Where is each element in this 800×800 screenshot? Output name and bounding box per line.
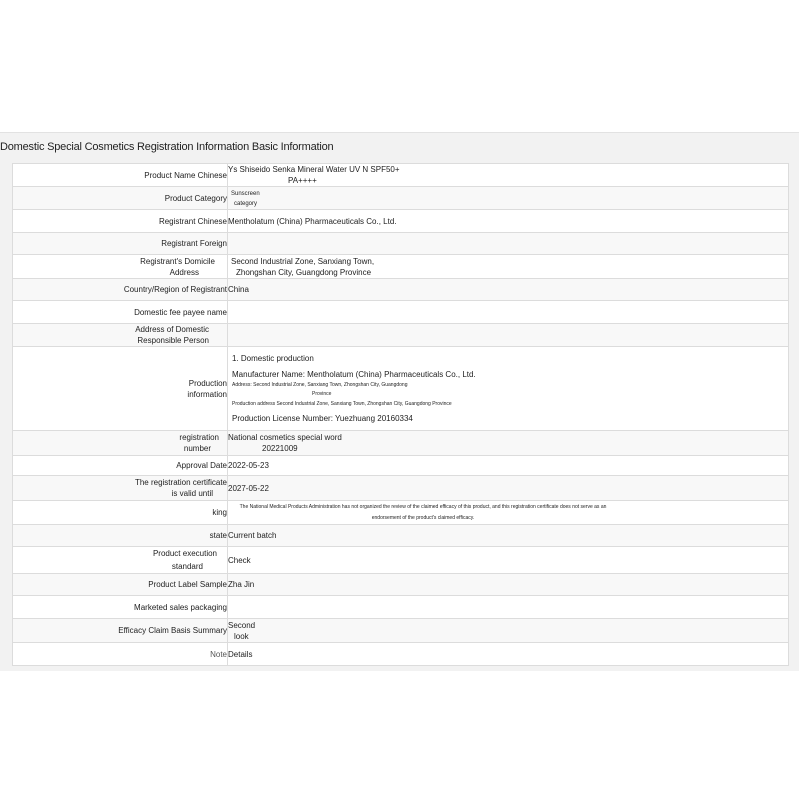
execution-standard-label — [13, 547, 228, 574]
validity-label-line1: The registration certificate — [134, 478, 227, 487]
efficacy-label: Efficacy Claim Basis Summary — [13, 619, 228, 643]
basic-info-panel — [0, 132, 799, 671]
approval-date-value: 2022-05-23 — [228, 456, 789, 476]
label-sample-value: Zha Jin — [228, 574, 789, 596]
product-name-line2: PA++++ — [288, 176, 317, 185]
table-row — [13, 574, 789, 596]
registration-number-line1: National cosmetics special word — [228, 433, 342, 442]
responsible-person-label-line1: Address of Domestic — [135, 325, 209, 334]
table-row — [13, 187, 789, 210]
responsible-person-label — [13, 324, 228, 347]
responsible-person-label-line2: Responsible Person — [137, 336, 209, 345]
efficacy-link-line2[interactable]: look — [234, 631, 249, 641]
product-category-value — [228, 187, 789, 210]
production-address: Production address Second Industrial Zone, Sanxiang Town, Zhongshan City, Guangdong Province — [232, 401, 452, 407]
production-label-line1: Production — [188, 378, 227, 388]
state-value: Current batch — [228, 525, 789, 547]
product-name-line1: Ys Shiseido Senka Mineral Water UV N SPF50+ — [228, 165, 400, 174]
product-category-line2: category — [234, 200, 258, 207]
note-label: Note — [13, 643, 228, 666]
packaging-label: Marketed sales packaging — [13, 596, 228, 619]
table-row — [13, 210, 789, 233]
fee-payee-label: Domestic fee payee name — [13, 301, 228, 324]
king-disclaimer-line1: The National Medical Products Administration has not organized the review of the claimed efficacy of this product, and this registration certificate does not serve as an — [239, 503, 607, 510]
product-category-line1: Sunscreen — [231, 190, 260, 197]
production-label — [13, 347, 228, 431]
table-row — [13, 456, 789, 476]
table-row — [13, 324, 789, 347]
validity-label-line2: is valid until — [171, 489, 213, 498]
registrant-domicile-value — [228, 255, 789, 279]
info-table — [12, 163, 789, 666]
table-row — [13, 501, 789, 525]
registrant-domicile-line1: Second Industrial Zone, Sanxiang Town, — [231, 256, 375, 266]
registrant-domicile-line2: Zhongshan City, Guangdong Province — [236, 267, 372, 277]
registrant-foreign-label: Registrant Foreign — [13, 233, 228, 255]
packaging-value — [228, 596, 789, 619]
product-category-label: Product Category — [13, 187, 228, 210]
table-row — [13, 164, 789, 187]
table-row — [13, 596, 789, 619]
product-name-label: Product Name Chinese — [13, 164, 228, 187]
table-row — [13, 233, 789, 255]
registrant-domicile-label — [13, 255, 228, 279]
registration-number-label — [13, 431, 228, 456]
table-row — [13, 301, 789, 324]
registrant-chinese-value: Mentholatum (China) Pharmaceuticals Co., Ltd. — [228, 210, 789, 233]
table-row — [13, 279, 789, 301]
validity-label — [13, 476, 228, 501]
note-details-link[interactable]: Details — [228, 643, 789, 666]
registrant-domicile-label-line2: Address — [169, 267, 199, 277]
execution-standard-value: Check — [228, 547, 789, 574]
table-row — [13, 525, 789, 547]
product-name-value — [228, 164, 789, 187]
registrant-foreign-value — [228, 233, 789, 255]
king-value — [228, 501, 789, 525]
label-sample-label: Product Label Sample — [13, 574, 228, 596]
production-value — [228, 347, 789, 431]
production-license: Production License Number: Yuezhuang 20160334 — [232, 414, 413, 423]
registration-number-line2: 20221009 — [262, 444, 298, 453]
king-disclaimer-line2: endorsement of the product's claimed efficacy. — [371, 514, 475, 521]
table-row — [13, 431, 789, 456]
production-address-line2: Province — [312, 391, 332, 397]
country-region-label: Country/Region of Registrant — [13, 279, 228, 301]
registrant-chinese-label: Registrant Chinese — [13, 210, 228, 233]
table-row — [13, 255, 789, 279]
execution-standard-label-line1: Product execution — [152, 549, 217, 558]
table-row — [13, 347, 789, 431]
approval-date-label: Approval Date — [13, 456, 228, 476]
country-region-value: China — [228, 279, 789, 301]
registration-number-label-line2: number — [183, 444, 211, 453]
fee-payee-value — [228, 301, 789, 324]
king-label: king — [13, 501, 228, 525]
table-row — [13, 476, 789, 501]
table-row — [13, 547, 789, 574]
panel-title: Domestic Special Cosmetics Registration Information Basic Information — [0, 141, 334, 153]
production-label-line2: information — [187, 389, 227, 399]
production-manufacturer: Manufacturer Name: Mentholatum (China) Pharmaceuticals Co., Ltd. — [232, 370, 476, 379]
table-row — [13, 619, 789, 643]
registration-number-label-line1: registration — [179, 433, 219, 442]
responsible-person-value — [228, 324, 789, 347]
state-label: state — [13, 525, 228, 547]
registrant-domicile-label-line1: Registrant's Domicile — [140, 256, 215, 266]
production-type: 1. Domestic production — [232, 354, 314, 363]
efficacy-link-line1[interactable]: Second — [228, 620, 256, 630]
validity-value: 2027-05-22 — [228, 476, 789, 501]
efficacy-link[interactable] — [228, 619, 789, 643]
production-address-line1: Address: Second Industrial Zone, Sanxiang Town, Zhongshan City, Guangdong — [232, 382, 408, 388]
registration-number-value — [228, 431, 789, 456]
execution-standard-label-line2: standard — [171, 562, 203, 571]
table-row — [13, 643, 789, 666]
